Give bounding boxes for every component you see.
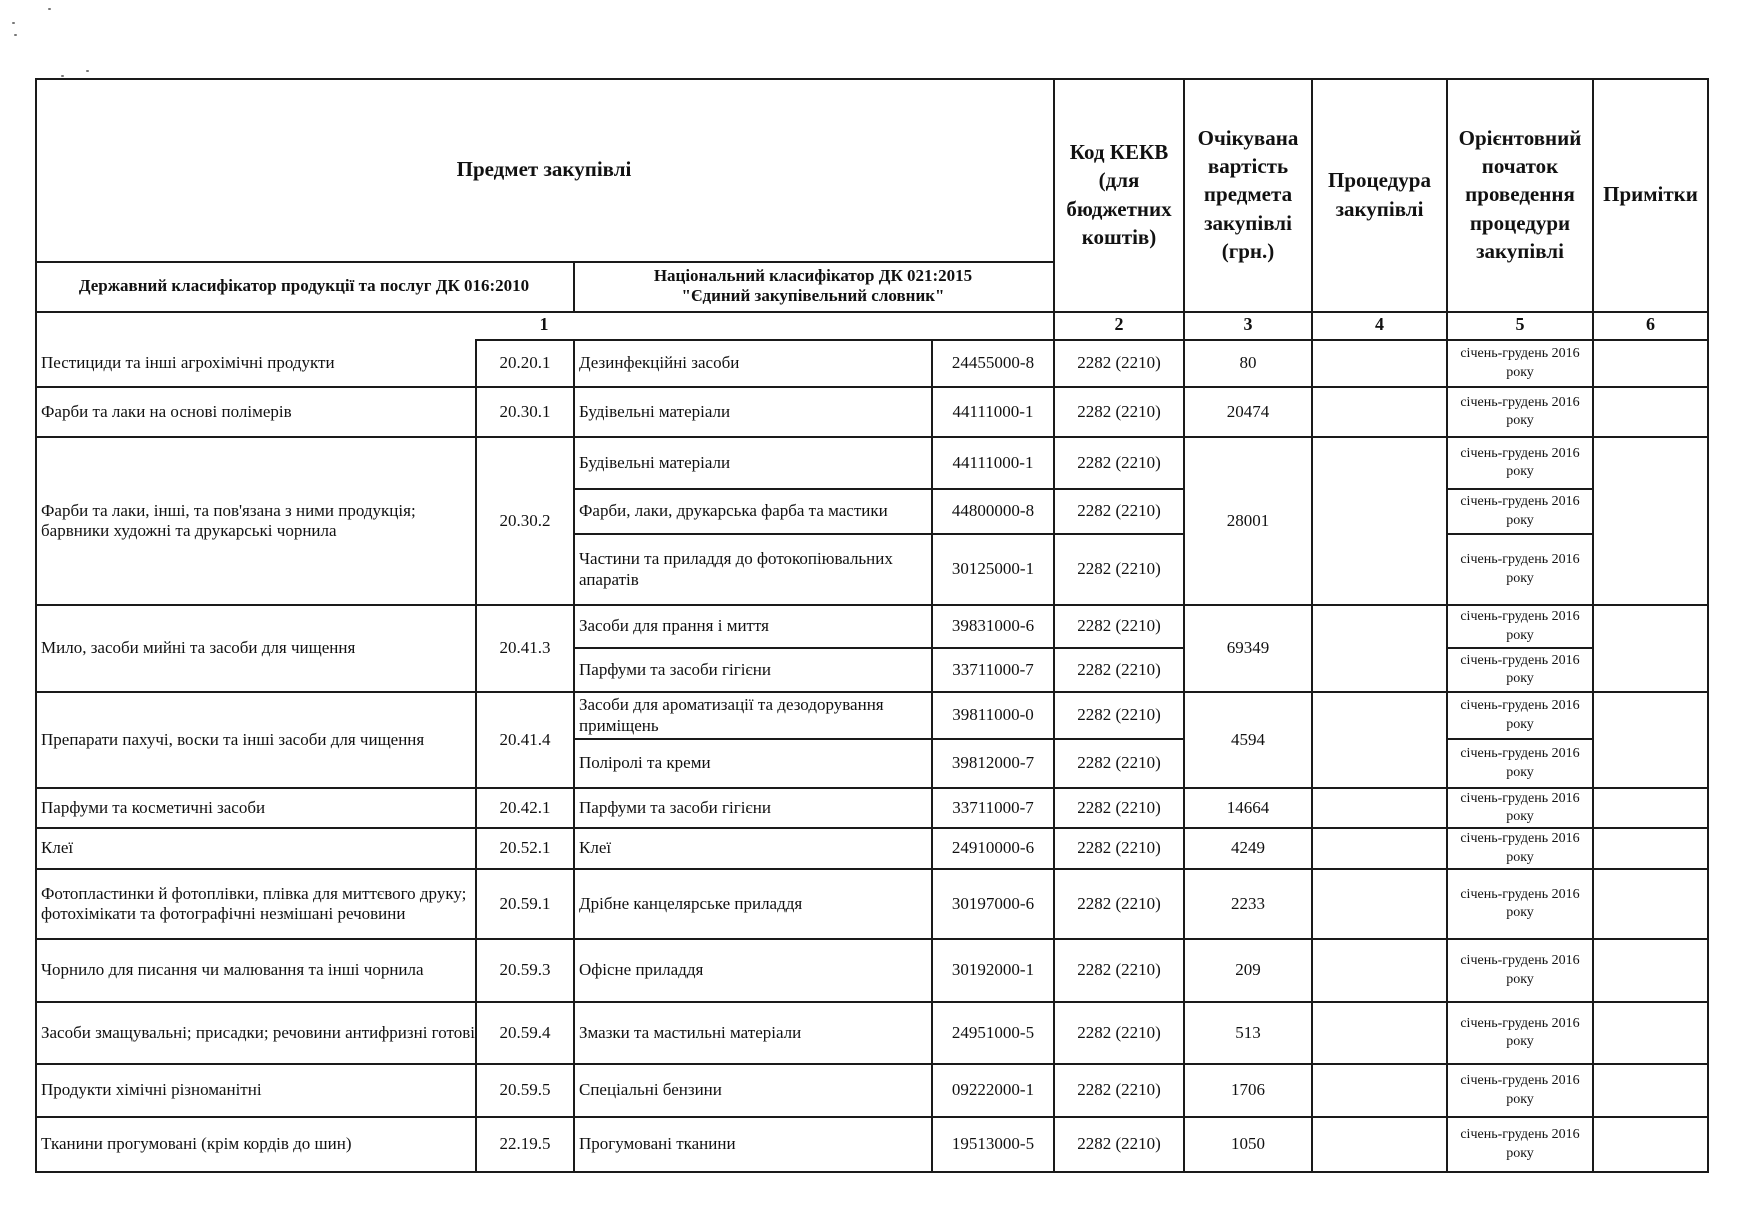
expected-cost: 209 — [1235, 960, 1261, 980]
dk016-code: 20.42.1 — [499, 797, 551, 817]
table-right-border — [1707, 78, 1709, 1173]
dk021-name: Дрібне канцелярське приладдя — [579, 893, 803, 913]
procedure-cell — [1313, 870, 1446, 938]
item-divider — [573, 738, 1185, 740]
kekv-code: 2282 (2210) — [1077, 705, 1161, 725]
item-divider — [573, 533, 1185, 535]
start-period: січень-грудень 2016 року — [1460, 1127, 1580, 1161]
grid-line-vertical — [1311, 78, 1313, 1173]
start-period: січень-грудень 2016 року — [1460, 698, 1580, 732]
group-divider — [35, 827, 1709, 829]
header-cost: Очікувана вартість предмета закупівлі (грн.) — [1197, 125, 1299, 264]
group-divider — [35, 1116, 1709, 1118]
dk016-name: Засоби змащувальні; присадки; речовини антифризні готові — [41, 1022, 475, 1042]
group-divider — [35, 1001, 1709, 1003]
dk016-code: 20.59.4 — [499, 1022, 551, 1042]
notes-cell — [1594, 606, 1707, 691]
dk021-code: 44111000-1 — [952, 452, 1034, 472]
expected-cost: 14664 — [1226, 797, 1270, 817]
dk021-code: 39812000-7 — [951, 753, 1035, 773]
notes-cell — [1594, 341, 1707, 386]
item-divider — [573, 647, 1185, 649]
expected-cost: 28001 — [1226, 510, 1270, 530]
notes-cell — [1594, 829, 1707, 868]
grid-line-vertical — [573, 339, 575, 1173]
header-start: Орієнтовний початок проведення процедури закупівлі — [1458, 125, 1582, 264]
notes-cell — [1594, 438, 1707, 604]
group-divider — [35, 938, 1709, 940]
dk016-code: 20.59.5 — [499, 1080, 551, 1100]
dk021-code: 33711000-7 — [952, 797, 1034, 817]
dk021-code: 39811000-0 — [952, 705, 1034, 725]
dk016-code: 20.59.3 — [499, 960, 551, 980]
scan-speck — [12, 22, 15, 24]
notes-cell — [1594, 1065, 1707, 1116]
kekv-code: 2282 (2210) — [1077, 838, 1161, 858]
group-divider — [35, 868, 1709, 870]
procedure-cell — [1313, 1003, 1446, 1063]
item-divider — [1446, 738, 1594, 740]
grid-line-vertical — [931, 339, 933, 1173]
notes-cell — [1594, 693, 1707, 787]
procedure-cell — [1313, 388, 1446, 436]
kekv-code: 2282 (2210) — [1077, 1022, 1161, 1042]
dk021-code: 39831000-6 — [951, 616, 1035, 636]
dk021-code: 30192000-1 — [951, 960, 1035, 980]
grid-line-horizontal — [35, 311, 1709, 313]
dk021-name: Частини та приладдя до фотокопіювальних апаратів — [579, 549, 893, 589]
expected-cost: 20474 — [1226, 401, 1270, 421]
start-period: січень-грудень 2016 року — [1460, 394, 1580, 428]
kekv-code: 2282 (2210) — [1077, 659, 1161, 679]
dk021-name: Змазки та мастильні матеріали — [579, 1022, 802, 1042]
procedure-cell — [1313, 1065, 1446, 1116]
grid-line-vertical — [573, 261, 575, 313]
start-period: січень-грудень 2016 року — [1460, 494, 1580, 528]
dk021-name: Офісне приладдя — [579, 960, 704, 980]
kekv-code: 2282 (2210) — [1077, 452, 1161, 472]
procedure-cell — [1313, 341, 1446, 386]
dk021-code: 24951000-5 — [951, 1022, 1035, 1042]
expected-cost: 1706 — [1231, 1080, 1265, 1100]
dk021-code: 44800000-8 — [951, 501, 1035, 521]
header-procedure: Процедура закупівлі — [1328, 168, 1431, 221]
dk021-code: 24455000-8 — [951, 353, 1035, 373]
dk021-name: Будівельні матеріали — [579, 401, 731, 421]
kekv-code: 2282 (2210) — [1077, 401, 1161, 421]
kekv-code: 2282 (2210) — [1077, 960, 1161, 980]
group-divider — [35, 604, 1709, 606]
grid-line-horizontal — [1053, 339, 1709, 341]
scan-speck — [86, 70, 89, 72]
dk021-name: Прогумовані тканини — [579, 1134, 736, 1154]
grid-line-vertical — [1446, 78, 1448, 1173]
procedure-cell — [1313, 1118, 1446, 1171]
dk021-code: 33711000-7 — [952, 659, 1034, 679]
dk021-name: Парфуми та засоби гігієни — [579, 659, 771, 679]
dk021-name: Засоби для прання і миття — [579, 616, 769, 636]
start-period: січень-грудень 2016 року — [1460, 346, 1580, 380]
start-period: січень-грудень 2016 року — [1460, 1073, 1580, 1107]
dk016-name: Препарати пахучі, воски та інші засоби для чищення — [41, 729, 425, 749]
start-period: січень-грудень 2016 року — [1460, 609, 1580, 643]
group-divider — [35, 787, 1709, 789]
item-divider — [573, 488, 1185, 490]
table-top-border — [35, 78, 1709, 80]
dk016-name: Фарби та лаки на основі полімерів — [41, 401, 292, 421]
procedure-cell — [1313, 693, 1446, 787]
start-period: січень-грудень 2016 року — [1460, 831, 1580, 865]
dk021-code: 09222000-1 — [951, 1080, 1035, 1100]
start-period: січень-грудень 2016 року — [1460, 790, 1580, 824]
item-divider — [1446, 647, 1594, 649]
kekv-code: 2282 (2210) — [1077, 616, 1161, 636]
group-divider — [35, 1063, 1709, 1065]
expected-cost: 4249 — [1231, 838, 1265, 858]
dk016-name: Продукти хімічні різноманітні — [41, 1080, 262, 1100]
expected-cost: 2233 — [1231, 893, 1265, 913]
dk016-code: 20.30.2 — [499, 510, 551, 530]
notes-cell — [1594, 870, 1707, 938]
dk021-name: Дезинфекційні засоби — [579, 353, 740, 373]
dk021-code: 19513000-5 — [951, 1134, 1035, 1154]
column-number-3: 3 — [1243, 314, 1253, 335]
expected-cost: 69349 — [1226, 638, 1270, 658]
dk016-name: Парфуми та косметичні засоби — [41, 797, 266, 817]
grid-line-vertical — [1183, 78, 1185, 1173]
dk021-name: Клеї — [579, 838, 612, 858]
grid-line-horizontal — [475, 339, 1055, 341]
item-divider — [1446, 488, 1594, 490]
dk016-name: Мило, засоби мийні та засоби для чищення — [41, 638, 356, 658]
scan-speck — [48, 8, 51, 10]
grid-line-horizontal — [35, 261, 1055, 263]
group-divider — [35, 386, 1709, 388]
dk016-name: Тканини прогумовані (крім кордів до шин) — [41, 1134, 352, 1154]
kekv-code: 2282 (2210) — [1077, 501, 1161, 521]
scan-speck — [14, 34, 17, 36]
kekv-code: 2282 (2210) — [1077, 353, 1161, 373]
column-number-1: 1 — [539, 314, 549, 335]
dk021-name: Спеціальні бензини — [579, 1080, 722, 1100]
dk016-code: 22.19.5 — [499, 1134, 551, 1154]
dk016-code: 20.59.1 — [499, 893, 551, 913]
start-period: січень-грудень 2016 року — [1460, 886, 1580, 920]
header-kekv: Код КЕКВ (для бюджетних коштів) — [1066, 139, 1172, 249]
header-dk021-line2: "Єдиний закупівельний словник" — [681, 286, 945, 305]
procedure-cell — [1313, 829, 1446, 868]
dk016-name: Фарби та лаки, інші, та пов'язана з ними продукція; барвники художні та друкарські чорнила — [41, 500, 416, 540]
dk016-name: Клеї — [41, 838, 74, 858]
procedure-cell — [1313, 438, 1446, 604]
dk016-code: 20.30.1 — [499, 401, 551, 421]
procedure-cell — [1313, 940, 1446, 1001]
group-divider — [35, 1171, 1709, 1173]
dk021-code: 30125000-1 — [951, 559, 1035, 579]
header-notes: Примітки — [1603, 182, 1698, 207]
group-divider — [35, 691, 1709, 693]
dk021-code: 44111000-1 — [952, 401, 1034, 421]
kekv-code: 2282 (2210) — [1077, 797, 1161, 817]
column-number-2: 2 — [1114, 314, 1124, 335]
kekv-code: 2282 (2210) — [1077, 893, 1161, 913]
header-dk021 — [573, 261, 1053, 311]
dk021-name: Поліролі та креми — [579, 753, 711, 773]
start-period: січень-грудень 2016 року — [1460, 445, 1580, 479]
procedure-cell — [1313, 789, 1446, 827]
dk016-code: 20.52.1 — [499, 838, 551, 858]
expected-cost: 1050 — [1231, 1134, 1265, 1154]
dk021-name: Засоби для ароматизації та дезодорування приміщень — [579, 695, 884, 735]
start-period: січень-грудень 2016 року — [1460, 552, 1580, 586]
header-dk016: Державний класифікатор продукції та послуг ДК 016:2010 — [78, 275, 530, 295]
start-period: січень-грудень 2016 року — [1460, 746, 1580, 780]
notes-cell — [1594, 1118, 1707, 1171]
dk021-name: Фарби, лаки, друкарська фарба та мастики — [579, 501, 888, 521]
expected-cost: 4594 — [1231, 729, 1265, 749]
dk016-name: Чорнило для писання чи малювання та інші чорнила — [41, 960, 424, 980]
notes-cell — [1594, 388, 1707, 436]
grid-line-vertical — [1592, 78, 1594, 1173]
start-period: січень-грудень 2016 року — [1460, 1015, 1580, 1049]
start-period: січень-грудень 2016 року — [1460, 953, 1580, 987]
header-subject: Предмет закупівлі — [456, 157, 632, 182]
dk016-code: 20.41.4 — [499, 729, 551, 749]
dk016-name: Пестициди та інші агрохімічні продукти — [41, 353, 335, 373]
kekv-code: 2282 (2210) — [1077, 1134, 1161, 1154]
start-period: січень-грудень 2016 року — [1460, 652, 1580, 686]
procedure-cell — [1313, 606, 1446, 691]
dk016-code: 20.41.3 — [499, 638, 551, 658]
expected-cost: 80 — [1239, 353, 1257, 373]
column-number-5: 5 — [1515, 314, 1525, 335]
kekv-code: 2282 (2210) — [1077, 559, 1161, 579]
dk021-code: 30197000-6 — [951, 893, 1035, 913]
dk021-name: Будівельні матеріали — [579, 452, 731, 472]
column-number-4: 4 — [1375, 314, 1384, 335]
notes-cell — [1594, 789, 1707, 827]
dk016-name: Фотопластинки й фотоплівки, плівка для миттєвого друку; фотохімікати та фотографічні незмішані речовини — [41, 883, 467, 923]
kekv-code: 2282 (2210) — [1077, 753, 1161, 773]
notes-cell — [1594, 1003, 1707, 1063]
grid-line-vertical — [475, 339, 477, 1173]
grid-line-vertical — [1053, 78, 1055, 1173]
dk016-code: 20.20.1 — [499, 353, 551, 373]
column-number-6: 6 — [1646, 314, 1655, 335]
kekv-code: 2282 (2210) — [1077, 1080, 1161, 1100]
notes-cell — [1594, 940, 1707, 1001]
scan-speck — [61, 75, 64, 77]
header-dk021-line1: Національний класифікатор ДК 021:2015 — [653, 265, 973, 285]
group-divider — [35, 436, 1709, 438]
table-left-border — [35, 78, 37, 1173]
expected-cost: 513 — [1235, 1022, 1261, 1042]
dk021-code: 24910000-6 — [951, 838, 1035, 858]
item-divider — [1446, 533, 1594, 535]
dk021-name: Парфуми та засоби гігієни — [579, 797, 771, 817]
